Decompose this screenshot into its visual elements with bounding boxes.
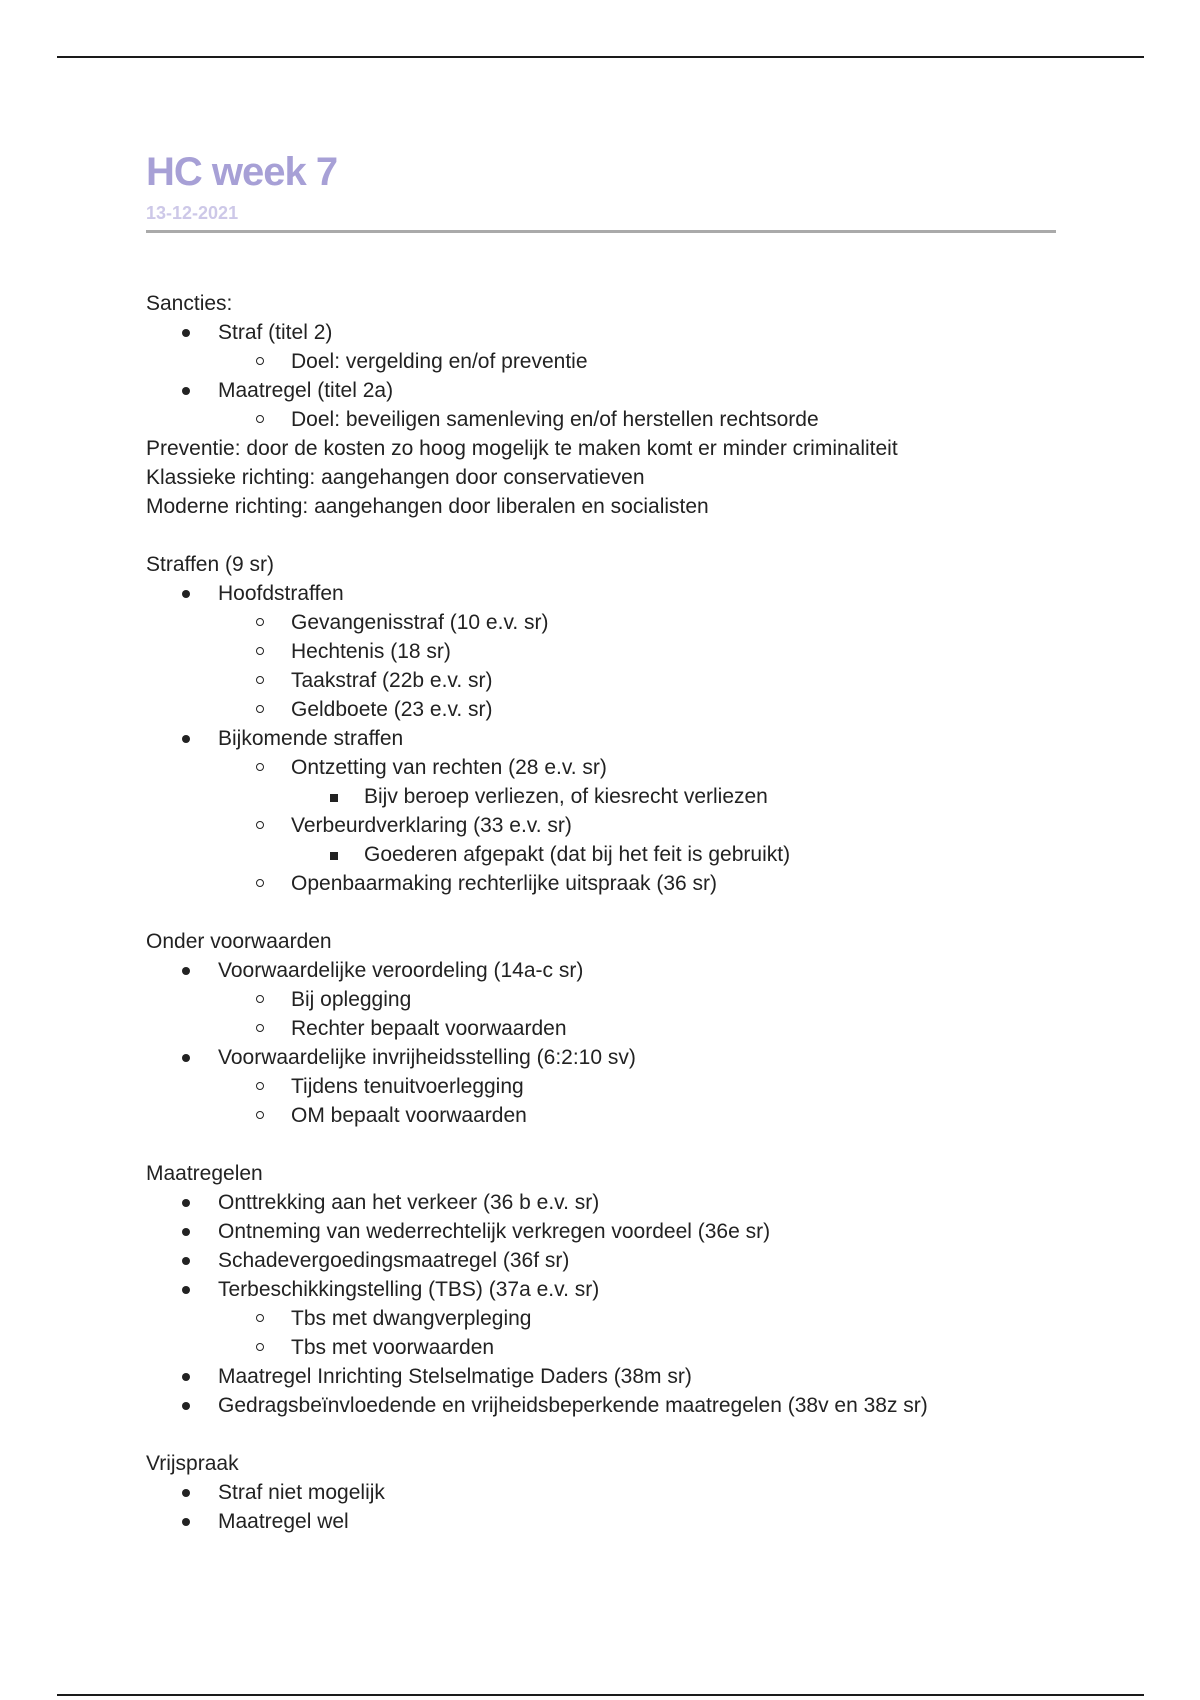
bullet-disc-icon [182,735,190,743]
bullet-disc-icon [182,1199,190,1207]
list-item: Voorwaardelijke invrijheidsstelling (6:2:10 sv) [146,1043,1146,1072]
bullet-circle-icon [256,1314,264,1322]
list-item: Maatregel Inrichting Stelselmatige Daders (38m sr) [146,1362,1146,1391]
bullet-disc-icon [182,1373,190,1381]
bullet-circle-icon [256,821,264,829]
list-item: Terbeschikkingstelling (TBS) (37a e.v. sr) [146,1275,1146,1304]
bullet-circle-icon [256,676,264,684]
bullet-circle-icon [256,763,264,771]
bullet-disc-icon [182,1402,190,1410]
list-item: Onttrekking aan het verkeer (36 b e.v. sr) [146,1188,1146,1217]
list-item: Openbaarmaking rechterlijke uitspraak (36 sr) [146,869,1146,898]
bullet-disc-icon [182,967,190,975]
list-item: Tbs met voorwaarden [146,1333,1146,1362]
bullet-circle-icon [256,1343,264,1351]
bullet-circle-icon [256,618,264,626]
bullet-disc-icon [182,1518,190,1526]
spacer [146,898,1146,927]
list-item: Straf niet mogelijk [146,1478,1146,1507]
bullet-disc-icon [182,1228,190,1236]
list-item: Ontzetting van rechten (28 e.v. sr) [146,753,1146,782]
document-header [146,150,1056,233]
bullet-disc-icon [182,1257,190,1265]
section-heading-maatregelen: Maatregelen [146,1162,263,1185]
list-item: Tijdens tenuitvoerlegging [146,1072,1146,1101]
paragraph-line: Klassieke richting: aangehangen door conservatieven [146,466,645,489]
list-item: Gevangenisstraf (10 e.v. sr) [146,608,1146,637]
list-item: Schadevergoedingsmaatregel (36f sr) [146,1246,1146,1275]
bullet-disc-icon [182,387,190,395]
list-item: Hoofdstraffen [146,579,1146,608]
bullet-circle-icon [256,415,264,423]
page-date: 13-12-2021 [146,203,239,223]
list-item: Verbeurdverklaring (33 e.v. sr) [146,811,1146,840]
title-divider [146,230,1056,233]
list-item: Bijv beroep verliezen, of kiesrecht verliezen [146,782,1146,811]
page-top-rule [57,56,1144,58]
document-body [146,289,1146,1536]
bullet-square-icon [330,794,338,802]
bullet-circle-icon [256,357,264,365]
list-item: Rechter bepaalt voorwaarden [146,1014,1146,1043]
bullet-circle-icon [256,1024,264,1032]
paragraph-line: Preventie: door de kosten zo hoog mogelijk te maken komt er minder criminaliteit [146,437,898,460]
list-item: Doel: vergelding en/of preventie [146,347,1146,376]
list-item: Doel: beveiligen samenleving en/of herstellen rechtsorde [146,405,1146,434]
list-item: Goederen afgepakt (dat bij het feit is gebruikt) [146,840,1146,869]
bullet-disc-icon [182,590,190,598]
bullet-disc-icon [182,329,190,337]
list-item: Maatregel (titel 2a) [146,376,1146,405]
list-item: Straf (titel 2) [146,318,1146,347]
list-item: Hechtenis (18 sr) [146,637,1146,666]
list-item: Maatregel wel [146,1507,1146,1536]
bullet-disc-icon [182,1054,190,1062]
paragraph-line: Moderne richting: aangehangen door liberalen en socialisten [146,495,709,518]
bullet-circle-icon [256,647,264,655]
spacer [146,521,1146,550]
bullet-disc-icon [182,1489,190,1497]
section-heading-vrijspraak: Vrijspraak [146,1452,239,1475]
bullet-circle-icon [256,879,264,887]
bullet-circle-icon [256,705,264,713]
bullet-disc-icon [182,1286,190,1294]
page-title: HC week 7 [146,150,338,194]
list-item: Bijkomende straffen [146,724,1146,753]
section-heading-straffen: Straffen (9 sr) [146,553,274,576]
section-heading-sancties: Sancties: [146,292,233,315]
list-item: Taakstraf (22b e.v. sr) [146,666,1146,695]
section-heading-onder-voorwaarden: Onder voorwaarden [146,930,332,953]
list-item: OM bepaalt voorwaarden [146,1101,1146,1130]
page-bottom-rule [57,1694,1144,1696]
list-item: Ontneming van wederrechtelijk verkregen voordeel (36e sr) [146,1217,1146,1246]
list-item: Bij oplegging [146,985,1146,1014]
bullet-square-icon [330,852,338,860]
list-item: Tbs met dwangverpleging [146,1304,1146,1333]
bullet-circle-icon [256,1111,264,1119]
list-item: Gedragsbeïnvloedende en vrijheidsbeperkende maatregelen (38v en 38z sr) [146,1391,1146,1420]
list-item: Geldboete (23 e.v. sr) [146,695,1146,724]
bullet-circle-icon [256,1082,264,1090]
spacer [146,1420,1146,1449]
bullet-circle-icon [256,995,264,1003]
list-item: Voorwaardelijke veroordeling (14a-c sr) [146,956,1146,985]
spacer [146,1130,1146,1159]
